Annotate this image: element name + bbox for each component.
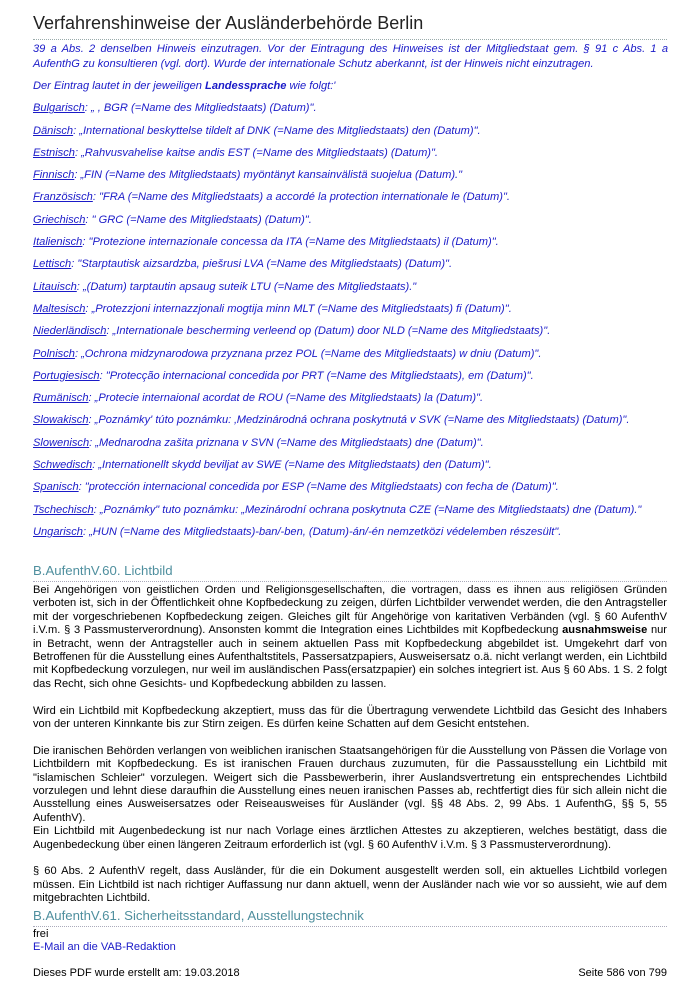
language-entry [33, 302, 668, 317]
paragraph-3: Die iranischen Behörden verlangen von weiblichen iranischen Staatsangehörigen für die Ausstellung von Pässen die Vorlage von Lichtbildern mit Kopfbedeckung. Es ist iranischen Frauen durchaus zuzumuten, für die Passausstellung ein Lichtbild mit "islamischen Schleier" vorzulegen. Weigert sich die Passbewerberin, ihrer Auslandsvertretung ein entsprechendes Lichtbild vorzulegen und lehnt diese daraufhin die Ausstellung eines neuen iranischen Passes ab, rechtfertigt dies für sich allein nicht die Ausstellung eines Ausweisersatzes oder Reiseausweises für Ausländer (vgl. §§ 48 Abs. 2, 99 Abs. 1 AufenthG, §§ 5, 55 AufenthV). [33, 744, 667, 824]
language-text: : "protección internacional concedida por ESP (=Name des Mitgliedstaats) con fecha de (Datum)". [78, 481, 559, 494]
language-entry [33, 168, 668, 183]
paragraph-4: Ein Lichtbild mit Augenbedeckung ist nur nach Vorlage eines ärztlichen Attestes zu akzeptieren, welches bestätigt, dass die Augenbedeckung über einen längeren Zeitraum erforderlich ist (vgl. § 60 AufenthV i.V.m. § 3 Passmusterverordnung). [33, 825, 667, 851]
page-title: Verfahrenshinweise der Ausländerbehörde Berlin [33, 13, 667, 40]
language-name: Niederländisch [33, 325, 107, 338]
language-name: Maltesisch [33, 302, 86, 315]
language-entry [33, 213, 668, 228]
language-entry [33, 347, 668, 362]
language-text: : „HUN (=Name des Mitgliedstaats)-ban/-ben, (Datum)-án/-én nemzetközi védelemben részesült". [82, 525, 562, 538]
section-heading-61: B.AufenthV.61. Sicherheitsstandard, Ausstellungstechnik [33, 908, 667, 927]
language-entry [33, 503, 668, 518]
language-name: Portugiesisch [33, 369, 100, 382]
language-text: : „FIN (=Name des Mitgliedstaats) myöntänyt kansainvälistä suojelua (Datum)." [74, 169, 463, 182]
language-name: Rumänisch [33, 392, 89, 405]
language-entry [33, 324, 668, 339]
section-60-body [33, 584, 667, 906]
language-name: Italienisch [33, 236, 83, 249]
paragraph-5: § 60 Abs. 2 AufenthV regelt, dass Ausländer, für die ein Dokument ausgestellt werden soll, ein aktuelles Lichtbild vorlegen müssen. Ein Lichtbild ist nach richtiger Auffassung nur dann aktuell, wenn der Ausländer nach wie vor so aussieht, wie auf dem mitgebrachten Lichtbild. [33, 865, 667, 905]
language-text: : „International beskyttelse tildelt af DNK (=Name des Mitgliedstaats) den (Datum)". [73, 124, 481, 137]
language-entry [33, 190, 668, 205]
language-entry [33, 436, 668, 451]
language-entry [33, 101, 668, 116]
language-name: Litauisch [33, 280, 77, 293]
intro-format-line: Der Eintrag lautet in der jeweiligen Landessprache wie folgt:' [33, 80, 336, 92]
language-name: Spanisch [33, 481, 79, 494]
language-name: Ungarisch [33, 525, 83, 538]
language-text: : „Poznámky" tuto poznámku: „Mezinárodní ochrana poskytnuta CZE (=Name des Mitgliedstaats) dne (Datum)." [93, 503, 642, 516]
language-entry [33, 146, 668, 161]
language-name: Finnisch [33, 169, 75, 182]
language-text: : „Protecie internaional acordat de ROU (=Name des Mitgliedstaats) la (Datum)". [88, 392, 484, 405]
language-text: : „Internationale bescherming verleend op (Datum) door NLD (=Name des Mitgliedstaats)". [106, 325, 551, 338]
language-entries-block [33, 42, 668, 539]
language-name: Estnisch [33, 146, 75, 159]
language-name: Slowenisch [33, 436, 90, 449]
language-entry [33, 391, 668, 406]
language-entry [33, 413, 668, 428]
email-link[interactable]: E-Mail an die VAB-Redaktion [33, 941, 176, 953]
language-name: Slowakisch [33, 414, 89, 427]
ausnahmsweise-bold: ausnahmsweise [562, 624, 648, 637]
footer-page: Seite 586 von 799 [578, 967, 667, 979]
language-name: Französisch [33, 191, 93, 204]
footer-created: Dieses PDF wurde erstellt am: 19.03.2018 [33, 967, 240, 979]
language-text: : „Internationellt skydd beviljat av SWE (=Name des Mitgliedstaats) den (Datum)". [92, 459, 492, 472]
language-text: : „Protezzjoni internazzjonali mogtija minn MLT (=Name des Mitgliedstaats) fi (Datum)". [85, 302, 512, 315]
language-text: : „Rahvusvahelise kaitse andis EST (=Name des Mitgliedstaats) (Datum)". [74, 146, 439, 159]
paragraph-1: Bei Angehörigen von geistlichen Orden und Religionsgesellschaften, die vortragen, dass es ihnen aus religiösen Gründen verboten ist, sich in der Öffentlichkeit ohne Kopfbedeckung zu zeigen, dürfen Lichtbilder verwendet werden, die den Antragsteller mit der vorgeschriebenen Kopfbedeckung zeigen. Gleiches gilt für Angehörige von karitativen Verbänden (vgl. § 60 AufenthV i.V.m. § 3 Passmusterverordnung). Ansonsten kommt die Integration eines Lichtbildes mit Kopfbedeckung ausnahmsweise nur in Betracht, wenn der Antragsteller auch in seinem aktuellen Pass mit Kopfbedeckung abgebildet ist. Umgekehrt darf von Betroffenen für die Ausstellung eines Aufenthaltstitels, Passersatzpapiers, Ausweisersatz o.ä. nicht verlangt werden, ein Lichtbild mit Kopfbedeckung vorzulegen, nur weil im ausländischen Pass(ersatzpapier) ein solches integriert ist. Aus § 60 Abs. 1 S. 2 folgt das Recht, sich ohne Gesichts- und Kopfbedeckung abbilden zu lassen. [33, 584, 668, 690]
language-entry [33, 235, 668, 250]
language-name: Dänisch [33, 124, 74, 137]
language-name: Tschechisch [33, 503, 94, 516]
language-entry [33, 124, 668, 139]
language-text: : "Protezione internazionale concessa da ITA (=Name des Mitgliedstaats) il (Datum)". [82, 236, 499, 249]
language-name: Lettisch [33, 258, 72, 271]
language-entry [33, 458, 668, 473]
paragraph-2: Wird ein Lichtbild mit Kopfbedeckung akzeptiert, muss das für die Übertragung verwendete Lichtbild das Gesicht des Inhabers von der unteren Kinnkante bis zur Stirn zeigen. Es dürfen keine Schatten auf dem Gesicht entstehen. [33, 704, 667, 731]
language-text: : „ , BGR (=Name des Mitgliedstaats) (Datum)". [84, 102, 317, 115]
language-name: Polnisch [33, 347, 75, 360]
section-61-body: frei [33, 928, 49, 940]
language-entry [33, 257, 668, 272]
language-entry [33, 369, 668, 384]
language-text: : „Ochrona midzynarodowa przyznana przez POL (=Name des Mitgliedstaats) w dniu (Datum)". [74, 347, 542, 360]
section-heading-60: B.AufenthV.60. Lichtbild [33, 563, 667, 582]
language-list [33, 101, 668, 539]
language-text: : „(Datum) tarptautin apsaug suteik LTU (=Name des Mitgliedstaats)." [76, 280, 417, 293]
language-text: : "FRA (=Name des Mitgliedstaats) a accordé la protection internationale le (Datum)". [92, 191, 511, 204]
language-entry [33, 480, 668, 495]
language-entry [33, 280, 668, 295]
language-name: Schwedisch [33, 459, 93, 472]
language-text: : "Protecção internacional concedida por PRT (=Name des Mitgliedstaats), em (Datum)". [99, 369, 534, 382]
language-text: : „Poznámky' túto poznámku: ‚Medzinárodná ochrana poskytnutá v SVK (=Name des Mitgliedstaats) (Datum)". [88, 414, 630, 427]
language-text: : „Mednarodna zašita priznana v SVN (=Name des Mitgliedstaats) dne (Datum)". [89, 436, 484, 449]
intro-paragraph: 39 a Abs. 2 denselben Hinweis einzutragen. Vor der Eintragung des Hinweises ist der Mitgliedstaat gem. § 91 c Abs. 1 a AufenthG zu konsultieren (vgl. dort). Wurde der internationale Schutz aberkannt, ist der Hinweis nicht einzutragen. [33, 43, 668, 70]
language-text: : " GRC (=Name des Mitgliedstaats) (Datum)". [85, 213, 312, 226]
language-name: Bulgarisch [33, 102, 85, 115]
language-text: : "Starptautisk aizsardzba, piešrusi LVA (=Name des Mitgliedstaats) (Datum)". [71, 258, 453, 271]
landessprache-bold: Landessprache [205, 80, 287, 92]
language-name: Griechisch [33, 213, 86, 226]
language-entry [33, 525, 668, 540]
